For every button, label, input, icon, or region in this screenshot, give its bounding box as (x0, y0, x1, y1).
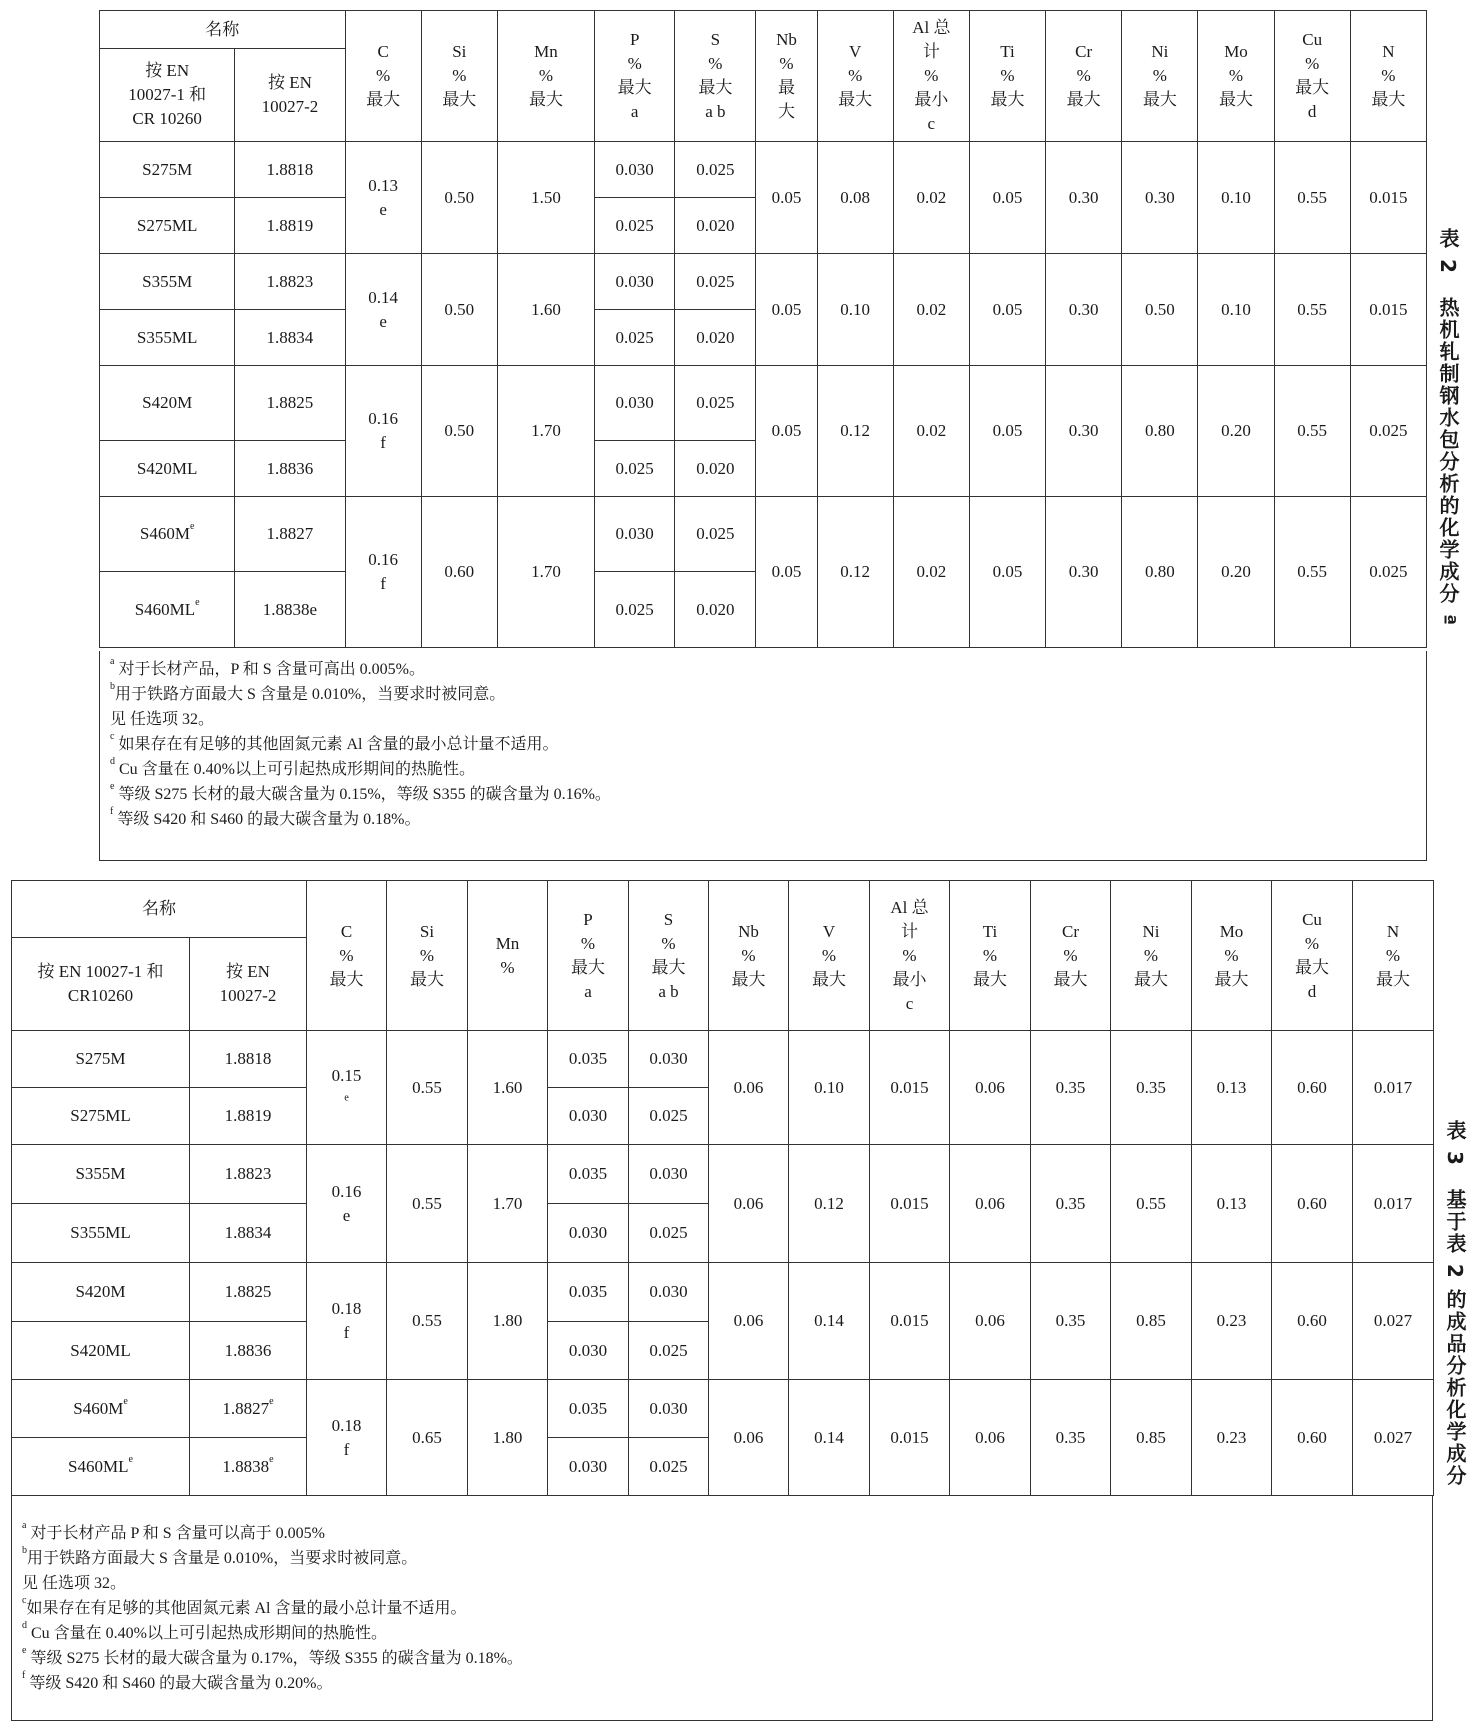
steel-number: 1.8825 (224, 1282, 272, 1301)
s-value-cell: 0.025 (675, 366, 756, 441)
mn-value-cell: 1.70 (497, 497, 594, 648)
nb-value-cell: 0.05 (756, 142, 817, 254)
footnote-marker: a (22, 1520, 27, 1531)
mn-value-cell: 1.50 (497, 142, 594, 254)
grade-cell (12, 1031, 190, 1088)
al-value-cell: 0.02 (893, 497, 969, 648)
grade-cell (12, 1088, 190, 1145)
steel-number: 1.8823 (266, 271, 314, 291)
grade-cell (100, 441, 235, 497)
p-value-cell: 0.035 (548, 1263, 629, 1322)
footnote-marker: e (123, 1395, 128, 1407)
mo-value-cell: 0.13 (1192, 1145, 1272, 1263)
grade-name: S275M (75, 1049, 126, 1068)
col-header: S % 最大 a b (675, 11, 756, 142)
footnote-marker: e (110, 781, 115, 792)
col-header: Mo % 最大 (1198, 11, 1274, 142)
footnote-text: 对于长材产品，P 和 S 含量可高出 0.005%。 (114, 661, 425, 678)
p-value-cell: 0.035 (548, 1145, 629, 1204)
steel-number: 1.8827 (222, 1398, 270, 1418)
s-value-cell: 0.025 (675, 254, 756, 310)
name-header: 名称 (100, 11, 346, 49)
col-header: Ni % 最大 (1122, 11, 1198, 142)
cu-value-cell: 0.55 (1274, 497, 1350, 648)
col-header: Nb % 最大 (709, 881, 789, 1031)
grade-cell (12, 1263, 190, 1322)
p-value-cell: 0.025 (595, 441, 675, 497)
steel-number: 1.8825 (266, 393, 314, 412)
n-value-cell: 0.025 (1350, 497, 1426, 648)
cr-value-cell: 0.35 (1031, 1145, 1111, 1263)
table-3 (11, 880, 1434, 1496)
grade-cell (12, 1204, 190, 1263)
footnote-line (22, 1546, 1432, 1571)
grade-cell (100, 198, 235, 254)
footnote-text: 用于铁路方面最大 S 含量是 0.010%，当要求时被同意。 (115, 686, 506, 703)
grade-cell (100, 254, 235, 310)
ni-value-cell: 0.80 (1122, 497, 1198, 648)
p-value-cell: 0.030 (595, 366, 675, 441)
col-header-en10027-1: 按 EN 10027-1 和 CR10260 (12, 938, 190, 1031)
footnote-text: 等级 S275 长材的最大碳含量为 0.15%，等级 S355 的碳含量为 0.16%。 (114, 786, 611, 803)
col-header-en10027-1: 按 EN 10027-1 和 CR 10260 (100, 49, 235, 142)
col-header: Si % 最大 (421, 11, 497, 142)
col-header: Nb % 最 大 (756, 11, 817, 142)
n-value-cell: 0.027 (1353, 1263, 1434, 1380)
footnote-text: 见 任选项 32。 (110, 711, 215, 728)
grade-name: S355M (142, 271, 193, 291)
si-value-cell: 0.55 (387, 1263, 468, 1380)
c-value-cell: 0.14 e (345, 254, 421, 366)
col-header: Cu % 最大 d (1274, 11, 1350, 142)
ti-value-cell: 0.05 (969, 142, 1045, 254)
col-header: V % 最大 (817, 11, 893, 142)
grade-cell (100, 142, 235, 198)
p-value-cell: 0.030 (595, 254, 675, 310)
mn-value-cell: 1.70 (468, 1145, 548, 1263)
number-cell (190, 1322, 307, 1380)
grade-name: S275M (142, 159, 193, 179)
number-cell (190, 1438, 307, 1496)
number-cell (190, 1088, 307, 1145)
si-value-cell: 0.55 (387, 1145, 468, 1263)
footnote-line (110, 782, 1426, 807)
grade-name: S460ML (68, 1456, 129, 1476)
number-cell (235, 366, 345, 441)
mo-value-cell: 0.20 (1198, 366, 1274, 497)
steel-number: 1.8819 (266, 215, 314, 235)
col-header: S % 最大 a b (629, 881, 709, 1031)
al-value-cell: 0.015 (870, 1031, 950, 1145)
cu-value-cell: 0.60 (1272, 1145, 1353, 1263)
footnote-line (110, 757, 1426, 782)
footnote-line (22, 1646, 1432, 1671)
ni-value-cell: 0.85 (1111, 1263, 1192, 1380)
grade-name: S460M (139, 524, 190, 543)
p-value-cell: 0.030 (548, 1088, 629, 1145)
nb-value-cell: 0.05 (756, 366, 817, 497)
p-value-cell: 0.030 (595, 497, 675, 572)
number-cell (235, 254, 345, 310)
si-value-cell: 0.50 (421, 366, 497, 497)
table-3-notes (11, 1495, 1433, 1721)
mo-value-cell: 0.23 (1192, 1263, 1272, 1380)
col-header: V % 最大 (789, 881, 870, 1031)
name-header: 名称 (12, 881, 307, 938)
cu-value-cell: 0.55 (1274, 254, 1350, 366)
v-value-cell: 0.14 (789, 1263, 870, 1380)
v-value-cell: 0.14 (789, 1380, 870, 1496)
p-value-cell: 0.030 (548, 1438, 629, 1496)
p-value-cell: 0.025 (595, 572, 675, 648)
col-header: Ni % 最大 (1111, 881, 1192, 1031)
col-header: Cr % 最大 (1046, 11, 1122, 142)
footnote-marker: d (22, 1620, 27, 1631)
al-value-cell: 0.02 (893, 142, 969, 254)
footnote-text: 等级 S420 和 S460 的最大碳含量为 0.20%。 (25, 1675, 333, 1692)
cr-value-cell: 0.30 (1046, 497, 1122, 648)
nb-value-cell: 0.05 (756, 497, 817, 648)
cr-value-cell: 0.35 (1031, 1263, 1111, 1380)
mn-value-cell: 1.80 (468, 1380, 548, 1496)
number-cell (190, 1204, 307, 1263)
cu-value-cell: 0.55 (1274, 142, 1350, 254)
s-value-cell: 0.025 (629, 1438, 709, 1496)
table-2-caption: 表 2 热机轧制钢水包分析的化学成分 ª (1436, 228, 1460, 628)
nb-value-cell: 0.06 (709, 1263, 789, 1380)
nb-value-cell: 0.06 (709, 1380, 789, 1496)
steel-number: 1.8834 (224, 1223, 272, 1242)
ni-value-cell: 0.50 (1122, 254, 1198, 366)
footnote-line (110, 807, 1426, 832)
v-value-cell: 0.10 (789, 1031, 870, 1145)
n-value-cell: 0.025 (1350, 366, 1426, 497)
grade-cell (12, 1145, 190, 1204)
footnote-line (22, 1671, 1432, 1696)
col-header: N % 最大 (1350, 11, 1426, 142)
s-value-cell: 0.020 (675, 310, 756, 366)
footnote-text: Cu 含量在 0.40%以上可引起热成形期间的热脆性。 (115, 761, 476, 778)
c-value-cell: 0.18 f (307, 1263, 387, 1380)
footnote-marker: f (110, 806, 114, 817)
grade-cell (12, 1438, 190, 1496)
n-value-cell: 0.027 (1353, 1380, 1434, 1496)
col-header: Mo % 最大 (1192, 881, 1272, 1031)
steel-number: 1.8838e (262, 599, 318, 619)
ti-value-cell: 0.06 (950, 1263, 1031, 1380)
footnote-line (110, 732, 1426, 757)
table-2-body (100, 142, 1427, 648)
steel-number: 1.8836 (266, 458, 314, 478)
grade-name: S355ML (70, 1223, 131, 1242)
steel-number: 1.8819 (224, 1106, 272, 1125)
grade-name: S355ML (136, 327, 198, 347)
s-value-cell: 0.025 (629, 1204, 709, 1263)
footnote-text: 见 任选项 32。 (22, 1575, 127, 1592)
col-header: Cu % 最大 d (1272, 881, 1353, 1031)
footnote-text: 用于铁路方面最大 S 含量是 0.010%，当要求时被同意。 (27, 1550, 418, 1567)
grade-cell (12, 1322, 190, 1380)
footnote-line (22, 1571, 1432, 1596)
steel-number: 1.8823 (224, 1164, 272, 1183)
number-cell (190, 1263, 307, 1322)
grade-cell (100, 572, 235, 648)
s-value-cell: 0.020 (675, 441, 756, 497)
v-value-cell: 0.08 (817, 142, 893, 254)
footnote-text: 如果存在有足够的其他固氮元素 Al 含量的最小总计量不适用。 (114, 736, 559, 753)
grade-cell (100, 497, 235, 572)
number-cell (235, 310, 345, 366)
footnote-marker: e (269, 1395, 274, 1407)
mo-value-cell: 0.13 (1192, 1031, 1272, 1145)
col-header: Mn % (468, 881, 548, 1031)
ti-value-cell: 0.06 (950, 1145, 1031, 1263)
s-value-cell: 0.030 (629, 1263, 709, 1322)
footnote-line (110, 682, 1426, 707)
grade-cell (100, 366, 235, 441)
si-value-cell: 0.60 (421, 497, 497, 648)
footnote-marker: d (110, 756, 115, 767)
number-cell (190, 1380, 307, 1438)
col-header: Al 总 计 % 最小 c (893, 11, 969, 142)
al-value-cell: 0.015 (870, 1380, 950, 1496)
al-value-cell: 0.015 (870, 1263, 950, 1380)
grade-name: S420ML (70, 1340, 131, 1360)
footnote-marker: b (22, 1545, 27, 1556)
footnote-text: 等级 S420 和 S460 的最大碳含量为 0.18%。 (113, 811, 421, 828)
p-value-cell: 0.030 (548, 1204, 629, 1263)
p-value-cell: 0.035 (548, 1380, 629, 1438)
footnote-line (22, 1596, 1432, 1621)
grade-name: S275ML (136, 215, 198, 235)
footnote-marker: e (269, 1453, 274, 1465)
grade-name: S420ML (136, 458, 198, 478)
p-value-cell: 0.035 (548, 1031, 629, 1088)
al-value-cell: 0.02 (893, 366, 969, 497)
col-header: Mn % 最大 (497, 11, 594, 142)
p-value-cell: 0.030 (548, 1322, 629, 1380)
c-value-cell: 0.13 e (345, 142, 421, 254)
col-header: Ti % 最大 (950, 881, 1031, 1031)
c-value-cell: 0.18 f (307, 1380, 387, 1496)
grade-cell (100, 310, 235, 366)
n-value-cell: 0.015 (1350, 142, 1426, 254)
s-value-cell: 0.020 (675, 198, 756, 254)
number-cell (235, 572, 345, 648)
p-value-cell: 0.025 (595, 310, 675, 366)
p-value-cell: 0.030 (595, 142, 675, 198)
footnote-line (110, 707, 1426, 732)
grade-name: S420M (75, 1282, 126, 1301)
ti-value-cell: 0.06 (950, 1031, 1031, 1145)
footnote-marker: f (22, 1670, 26, 1681)
cr-value-cell: 0.35 (1031, 1031, 1111, 1145)
number-cell (235, 441, 345, 497)
footnote-marker: e (195, 596, 200, 608)
v-value-cell: 0.12 (789, 1145, 870, 1263)
col-header: Al 总 计 % 最小 c (870, 881, 950, 1031)
n-value-cell: 0.015 (1350, 254, 1426, 366)
footnote-text: 对于长材产品 P 和 S 含量可以高于 0.005% (26, 1525, 325, 1542)
footnote-text: 如果存在有足够的其他固氮元素 Al 含量的最小总计量不适用。 (26, 1600, 467, 1617)
ti-value-cell: 0.05 (969, 366, 1045, 497)
ti-value-cell: 0.05 (969, 254, 1045, 366)
s-value-cell: 0.030 (629, 1031, 709, 1088)
cu-value-cell: 0.60 (1272, 1380, 1353, 1496)
si-value-cell: 0.65 (387, 1380, 468, 1496)
number-cell (190, 1145, 307, 1204)
c-value-cell: 0.16 f (345, 497, 421, 648)
steel-number: 1.8818 (266, 159, 314, 179)
steel-number: 1.8838 (222, 1456, 270, 1476)
col-header: P % 最大 a (548, 881, 629, 1031)
si-value-cell: 0.50 (421, 142, 497, 254)
col-header-en10027-2: 按 EN 10027-2 (190, 938, 307, 1031)
cr-value-cell: 0.35 (1031, 1380, 1111, 1496)
footnote-marker: c (22, 1595, 27, 1606)
footnote-marker: a (110, 656, 115, 667)
footnote-text: 等级 S275 长材的最大碳含量为 0.17%，等级 S355 的碳含量为 0.18%。 (26, 1650, 523, 1667)
cr-value-cell: 0.30 (1046, 254, 1122, 366)
footnote-marker: e (128, 1453, 133, 1465)
table-2 (99, 10, 1427, 648)
footnote-line (22, 1521, 1432, 1546)
col-header: Ti % 最大 (969, 11, 1045, 142)
ni-value-cell: 0.85 (1111, 1380, 1192, 1496)
col-header: P % 最大 a (595, 11, 675, 142)
footnote-marker: c (110, 731, 115, 742)
mo-value-cell: 0.10 (1198, 142, 1274, 254)
cu-value-cell: 0.60 (1272, 1031, 1353, 1145)
col-header: Si % 最大 (387, 881, 468, 1031)
grade-name: S275ML (70, 1106, 131, 1125)
c-value-cell: 0.16 e (307, 1145, 387, 1263)
s-value-cell: 0.025 (629, 1088, 709, 1145)
number-cell (235, 142, 345, 198)
grade-name: S460ML (134, 599, 196, 619)
footnote-line (22, 1621, 1432, 1646)
col-header: C % 最大 (345, 11, 421, 142)
n-value-cell: 0.017 (1353, 1145, 1434, 1263)
table-3-body (12, 1031, 1434, 1496)
nb-value-cell: 0.05 (756, 254, 817, 366)
al-value-cell: 0.015 (870, 1145, 950, 1263)
c-value-cell: 0.16 f (345, 366, 421, 497)
grade-cell (12, 1380, 190, 1438)
footnote-marker: e (22, 1645, 27, 1656)
ti-value-cell: 0.05 (969, 497, 1045, 648)
cu-value-cell: 0.55 (1274, 366, 1350, 497)
table-3-caption: 表 3 基于表 2 的成品分析化学成分 (1443, 1120, 1467, 1487)
steel-number: 1.8827 (266, 524, 314, 543)
col-header: C % 最大 (307, 881, 387, 1031)
nb-value-cell: 0.06 (709, 1145, 789, 1263)
s-value-cell: 0.020 (675, 572, 756, 648)
steel-number: 1.8818 (224, 1049, 272, 1068)
footnote-marker: e (189, 521, 195, 532)
mn-value-cell: 1.70 (497, 366, 594, 497)
cu-value-cell: 0.60 (1272, 1263, 1353, 1380)
n-value-cell: 0.017 (1353, 1031, 1434, 1145)
v-value-cell: 0.12 (817, 497, 893, 648)
col-header: N % 最大 (1353, 881, 1434, 1031)
si-value-cell: 0.55 (387, 1031, 468, 1145)
footnote-text: Cu 含量在 0.40%以上可引起热成形期间的热脆性。 (27, 1625, 388, 1642)
grade-name: S355M (75, 1164, 126, 1183)
mn-value-cell: 1.80 (468, 1263, 548, 1380)
al-value-cell: 0.02 (893, 254, 969, 366)
s-value-cell: 0.025 (675, 142, 756, 198)
mo-value-cell: 0.20 (1198, 497, 1274, 648)
steel-number: 1.8836 (224, 1340, 272, 1360)
number-cell (235, 497, 345, 572)
s-value-cell: 0.025 (675, 497, 756, 572)
mn-value-cell: 1.60 (497, 254, 594, 366)
s-value-cell: 0.025 (629, 1322, 709, 1380)
nb-value-cell: 0.06 (709, 1031, 789, 1145)
s-value-cell: 0.030 (629, 1380, 709, 1438)
footnote-line (110, 657, 1426, 682)
steel-number: 1.8834 (266, 327, 314, 347)
mn-value-cell: 1.60 (468, 1031, 548, 1145)
si-value-cell: 0.50 (421, 254, 497, 366)
footnote-marker: b (110, 681, 115, 692)
c-value-cell: 0.15 ᵉ (307, 1031, 387, 1145)
ti-value-cell: 0.06 (950, 1380, 1031, 1496)
s-value-cell: 0.030 (629, 1145, 709, 1204)
number-cell (235, 198, 345, 254)
p-value-cell: 0.025 (595, 198, 675, 254)
mo-value-cell: 0.10 (1198, 254, 1274, 366)
cr-value-cell: 0.30 (1046, 142, 1122, 254)
ni-value-cell: 0.55 (1111, 1145, 1192, 1263)
grade-name: S460M (73, 1398, 124, 1418)
number-cell (190, 1031, 307, 1088)
col-header: Cr % 最大 (1031, 881, 1111, 1031)
grade-name: S420M (142, 393, 193, 412)
v-value-cell: 0.10 (817, 254, 893, 366)
table-2-notes (99, 651, 1427, 861)
v-value-cell: 0.12 (817, 366, 893, 497)
ni-value-cell: 0.30 (1122, 142, 1198, 254)
ni-value-cell: 0.80 (1122, 366, 1198, 497)
cr-value-cell: 0.30 (1046, 366, 1122, 497)
col-header-en10027-2: 按 EN 10027-2 (235, 49, 345, 142)
ni-value-cell: 0.35 (1111, 1031, 1192, 1145)
mo-value-cell: 0.23 (1192, 1380, 1272, 1496)
